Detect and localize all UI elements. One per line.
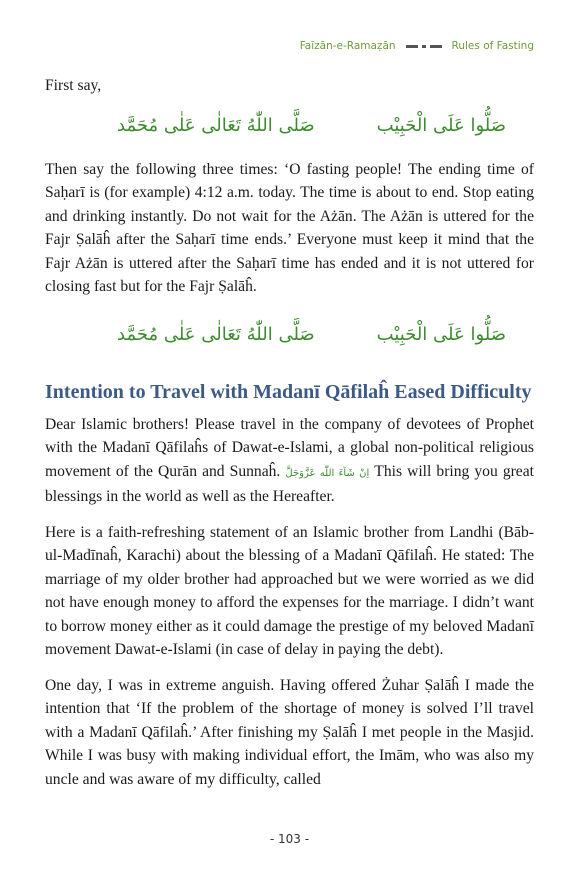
salawat-left: صَلَّى اللّٰهُ تَعَالٰى عَلٰى مُحَمَّد — [117, 324, 315, 345]
paragraph-statement: Here is a faith-refreshing statement of an Islamic brother from Landhi (Bāb-ul-Madīnaĥ, Karachi) about the blessing of a Madanī Qāfilaĥ. He stated: The marriage of my older brother had approached but we were worried as we did not have enough money to afford the expenses for the marriage. I didn’t want to borrow money either as it could damage the prestige of my beloved Madanī movement Dawat-e-Islami (in case of delay in paying the debt). — [45, 523, 534, 658]
salawat-left: صَلَّى اللّٰهُ تَعَالٰى عَلٰى مُحَمَّد — [117, 115, 315, 136]
salawat-right: صَلُّوا عَلَى الْحَبِيْب — [376, 115, 506, 136]
salawat-row-2 — [45, 313, 534, 357]
paragraph-invitation — [45, 413, 534, 509]
intro-text: First say, — [45, 77, 102, 94]
page-content — [45, 74, 534, 791]
chapter-title: Rules of Fasting — [451, 40, 534, 52]
paragraph-anguish: One day, I was in extreme anguish. Having offered Żuhar Ṣalāĥ I made the intention that ‘If the problem of the shortage of money is solved I’ll travel with a Madanī Qāfilaĥ.’ After finishing my Ṣalāĥ I met people in the Masjid. While I was busy with making individual effort, the Imām, who was also my uncle and was aware of my difficulty, called — [45, 676, 534, 788]
inline-arabic-phrase: اِنْ شَآءَ اللّٰه عَزَّوَجَلَّ — [285, 467, 370, 479]
running-header — [45, 40, 534, 52]
salawat-row-1 — [45, 104, 534, 148]
book-title: Faīzān-e-Ramaẓān — [299, 40, 396, 52]
section-heading: Intention to Travel with Madanī Qāfilaĥ Eased Difficulty — [45, 380, 532, 403]
page-number: - 103 - — [269, 832, 310, 846]
paragraph-invitation-part1: Dear Islamic brothers! Please travel in the company of devotees of Prophet with the Madanī Qāfilaĥs of Dawat-e-Islami, a global non-political religious movement of the Qurān and Sunnaĥ. — [45, 415, 534, 480]
salawat-right: صَلُّوا عَلَى الْحَبِيْب — [376, 324, 506, 345]
paragraph-invitation-part2: This will bring you great blessings in the world as well as the Hereafter. — [45, 462, 534, 505]
header-separator — [404, 45, 444, 48]
paragraph-sahari-announcement: Then say the following three times: ‘O fasting people! The ending time of Saḥarī is (for example) 4:12 a.m. today. The time is about to end. Stop eating and drinking instantly. Do not wait for the Ażān. The Ażān is uttered for the Fajr Ṣalāĥ after the Saḥarī time ends.’ Everyone must keep it mind that the Fajr Ażān is uttered after the Saḥarī time has ended and it is not uttered for closing fast but for the Fajr Ṣalāĥ. — [45, 160, 534, 295]
